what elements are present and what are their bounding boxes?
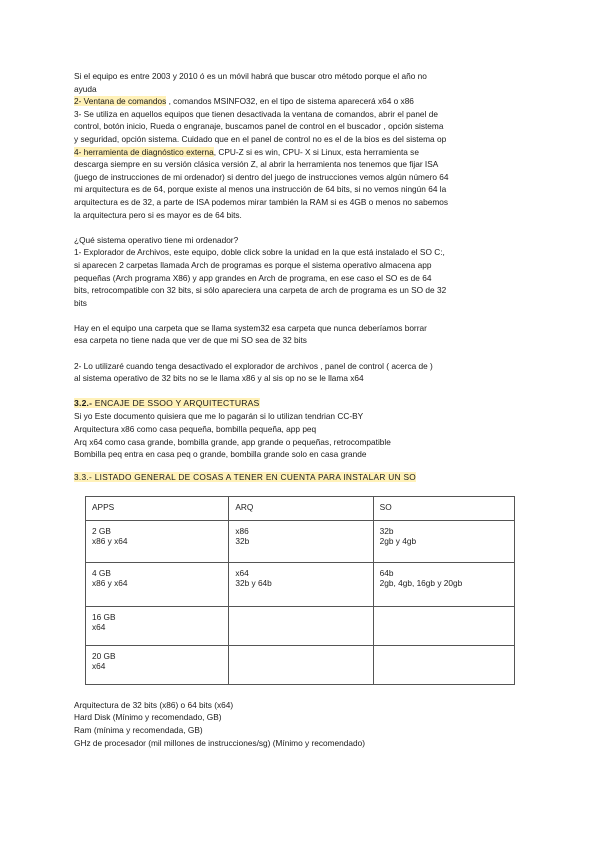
table-cell: x64 32b y 64b	[229, 562, 373, 606]
explorer-note	[74, 360, 526, 385]
table-cell	[373, 645, 514, 684]
column-header: APPS	[86, 496, 229, 520]
text-line: bits	[74, 297, 87, 308]
table-cell: 20 GB x64	[86, 645, 229, 684]
text-line: la arquitectura pero si es mayor es de 64 bits.	[74, 209, 242, 220]
question-heading: ¿Qué sistema operativo tiene mi ordenador?	[74, 234, 239, 245]
section-title: 3.3.- LISTADO GENERAL DE COSAS A TENER EN CUENTA PARA INSTALAR UN SO	[74, 471, 417, 482]
text-line: esa carpeta no tiene nada que ver de que mi SO sea de 32 bits	[74, 335, 307, 346]
table-cell: 64b 2gb, 4gb, 16gb y 20gb	[373, 562, 514, 606]
table-cell	[373, 606, 514, 645]
text-line: Si el equipo es entre 2003 y 2010 ó es un móvil habrá que buscar otro método porque el año no	[74, 71, 427, 81]
requirements-list	[74, 699, 526, 749]
table-row	[86, 606, 515, 645]
question-section	[74, 234, 526, 310]
text-line: control, botón inicio, Rueda o engranaje, buscamos panel de control en el buscador , opción sistema	[74, 121, 444, 132]
text-line: mi arquitectura es de 64, porque existe al menos una instrucción de 64 bits, si no vemos ningún 64 la	[74, 184, 447, 195]
text-line: Hay en el equipo una carpeta que se llama system32 esa carpeta que nunca deberíamos borrar	[74, 322, 427, 333]
table-cell: 2 GB x86 y x64	[86, 520, 229, 562]
column-header: SO	[373, 496, 514, 520]
text-line: Arquitectura x86 como casa pequeña, bombilla pequeña, app peq	[74, 424, 317, 435]
text-line: Si yo Este documento quisiera que me lo pagarán si lo utilizan tendrian CC-BY	[74, 411, 364, 422]
document-body	[74, 70, 526, 749]
text-line	[74, 95, 526, 108]
table-cell	[229, 645, 373, 684]
text-line: (juego de instrucciones de mi ordenador) si dentro del juego de instrucciones vemos algún número 64	[74, 171, 449, 182]
table-row	[86, 562, 515, 606]
text-line: ayuda	[74, 83, 97, 94]
text-line: Arq x64 como casa grande, bombilla grande, app grande o pequeñas, retrocompatible	[74, 436, 391, 447]
section-heading	[74, 397, 526, 410]
text-line: y seguridad, opción sistema. Cuidado que en el panel de control no es el de la bios es del sistema op	[74, 133, 447, 144]
text-line: 2- Lo utilizaré cuando tenga desactivado el explorador de archivos , panel de control ( acerca de )	[74, 360, 433, 371]
text-line: al sistema operativo de 32 bits no se le llama x86 y al sis op no se le llama x64	[74, 373, 364, 384]
table-cell	[229, 606, 373, 645]
section-3-3	[74, 471, 526, 685]
section-number: 3.2.-	[74, 398, 93, 409]
list-item: Ram (mínima y recomendada, GB)	[74, 725, 203, 735]
table-header-row	[86, 496, 515, 520]
list-item: Arquitectura de 32 bits (x86) o 64 bits (x64)	[74, 699, 234, 710]
text-line: bits, retrocompatible con 32 bits, si sólo apareciera una carpeta de arch de programa es un SO de 32	[74, 285, 447, 296]
text-fragment: , comandos MSINFO32, en el tipo de sistema aparecerá x64 o x86	[166, 96, 414, 107]
intro-paragraphs	[74, 70, 526, 221]
text-line: arquitectura es de 32, a parte de ISA podemos mirar también la RAM si es 4GB o menos no sabemos	[74, 196, 449, 207]
table-cell: 4 GB x86 y x64	[86, 562, 229, 606]
table-row	[86, 645, 515, 684]
list-item: Hard Disk (Mínimo y recomendado, GB)	[74, 712, 222, 723]
table-row	[86, 520, 515, 562]
table-cell: x86 32b	[229, 520, 373, 562]
table-cell: 16 GB x64	[86, 606, 229, 645]
text-line: 1- Explorador de Archivos, este equipo, doble click sobre la unidad en la que está instalado el SO C:,	[74, 247, 445, 258]
system32-note	[74, 322, 526, 347]
section-title: ENCAJE DE SSOO Y ARQUITECTURAS	[92, 398, 260, 409]
list-item: GHz de procesador (mil millones de instrucciones/sg) (Mínimo y recomendado)	[74, 737, 365, 748]
table-cell: 32b 2gb y 4gb	[373, 520, 514, 562]
text-line: 3- Se utiliza en aquellos equipos que tienen desactivada la ventana de comandos, abrir el panel de	[74, 108, 438, 119]
highlight-ventana-comandos: 2- Ventana de comandos	[74, 96, 167, 107]
text-line: Bombilla peq entra en casa peq o grande, bombilla grande solo en casa grande	[74, 449, 367, 460]
text-line: si aparecen 2 carpetas llamada Arch de programas es porque el sistema operativo almacena app	[74, 259, 432, 270]
text-line: pequeñas (Arch programa X86) y app grandes en Arch de programa, en ese caso el SO es de 64	[74, 272, 432, 283]
section-3-2	[74, 397, 526, 460]
highlight-herramienta-diagnostico: 4- herramienta de diagnóstico externa	[74, 146, 214, 157]
text-line	[74, 146, 526, 159]
text-fragment: , CPU-Z si es win, CPU- X si Linux, esta herramienta se	[213, 146, 419, 157]
column-header: ARQ	[229, 496, 373, 520]
requirements-table	[85, 496, 515, 685]
section-heading	[74, 471, 526, 484]
text-line: descarga siempre en su versión clásica versión Z, al abrir la herramienta nos tenemos que fijar ISA	[74, 159, 439, 170]
